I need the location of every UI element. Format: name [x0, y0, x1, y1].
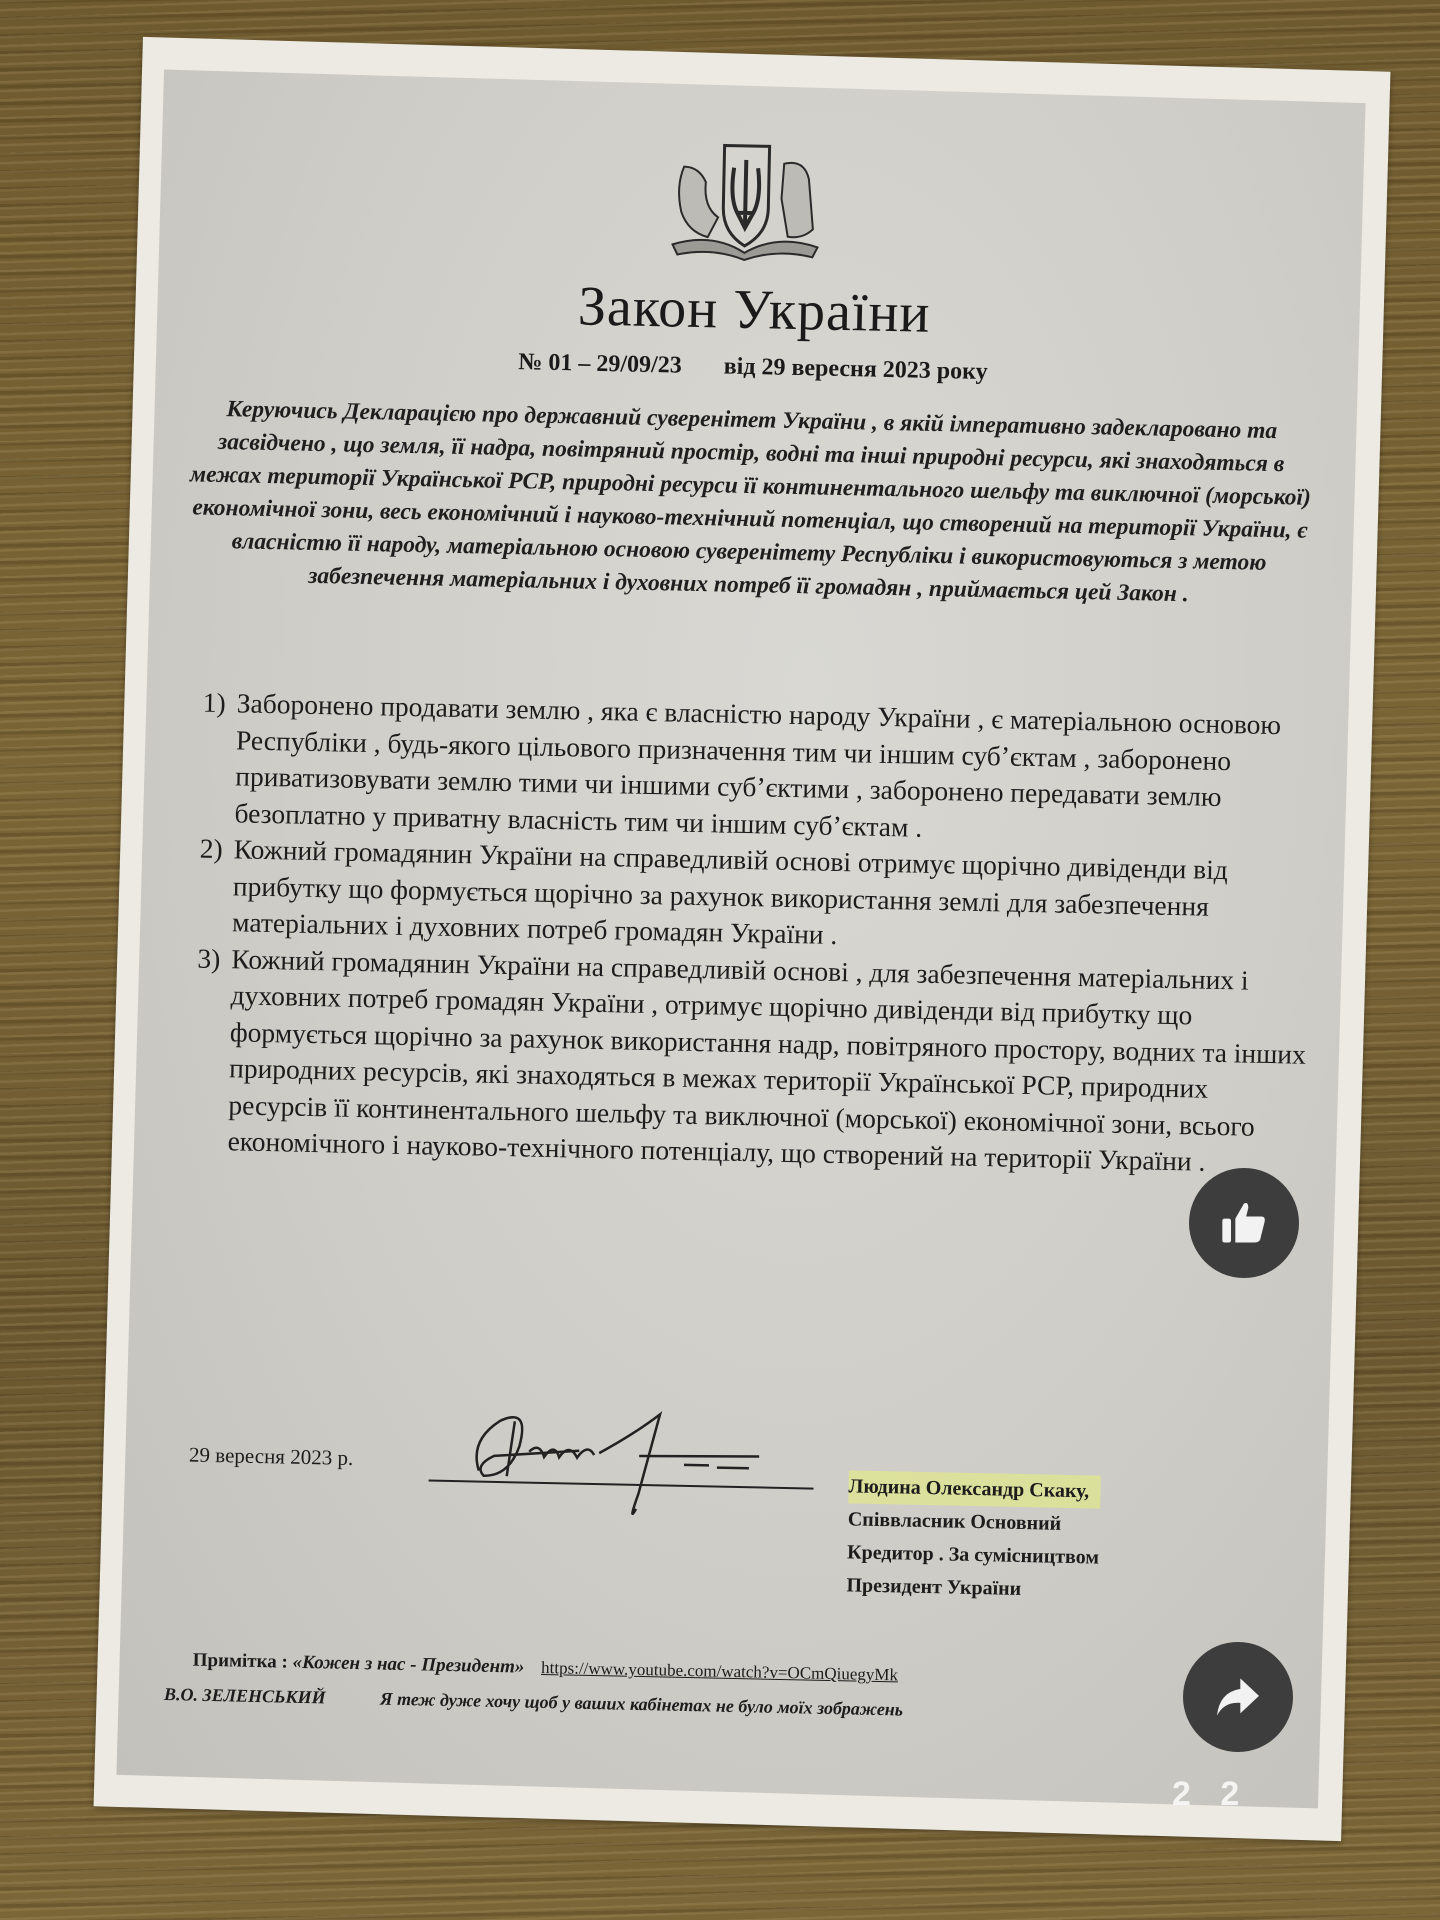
- clause-number: 2): [199, 832, 224, 865]
- youtube-link[interactable]: https://www.youtube.com/watch?v=OCmQiuegyMk: [540, 1657, 899, 1685]
- clause-number: 3): [197, 942, 221, 974]
- share-arrow-icon: [1210, 1669, 1266, 1725]
- coat-of-arms-icon: [652, 136, 840, 265]
- share-button[interactable]: [1183, 1642, 1293, 1752]
- like-button[interactable]: [1189, 1168, 1299, 1278]
- document-title: Закон України: [577, 275, 932, 345]
- signer-line: Президент України: [846, 1574, 1022, 1600]
- signature-date: 29 вересня 2023 р.: [188, 1442, 354, 1470]
- signer-line: Співвласник Основний: [847, 1508, 1062, 1535]
- preamble: Керуючись Декларацією про державний суверенітет України , в якій імперативно задекларовано та засвідчено , що земля, її надра, повітряний простір, водні та інші природні ресурси, які знаходяться в межах території Української РСР, природні ресурси її континентального шельфу та виключної (морської) економічної зони, весь економічний і науково-технічний потенціал, що створений на території України, є власністю її народу, матеріальною основою суверенітету Республіки і використовуються з метою забезпечення матеріальних і духовних потреб її громадян , приймається цей Закон .: [189, 396, 1312, 608]
- clause-list: [193, 685, 1317, 1183]
- quote-text: Я теж дуже хочу щоб у ваших кабінетах не було моїх зображень: [379, 1688, 904, 1720]
- note-quote: «Кожен з нас - Президент»: [292, 1651, 525, 1678]
- law-date: від 29 вересня 2023 року: [723, 353, 988, 386]
- paper-sheet: [94, 37, 1391, 1841]
- thumbs-up-icon: [1218, 1197, 1270, 1249]
- quote-author: В.О. ЗЕЛЕНСЬКИЙ: [163, 1684, 326, 1708]
- document-content: [122, 74, 1359, 1805]
- page-indicator: 2 2: [1172, 1775, 1250, 1813]
- signer-line: Кредитор . За сумісництвом: [846, 1541, 1100, 1569]
- printed-area: [116, 70, 1365, 1809]
- handwritten-signature-icon: [458, 1390, 781, 1527]
- clause-text: Заборонено продавати землю , яка є власністю народу України , є матеріальною основою Республіки , будь-якого цільового призначення тим чи іншим суб’єктам , заборонено приватизовувати землю тими чи іншими суб’єктими , заборонено передавати землю безоплатно у приватну власність тим чи іншим суб’єктам .: [234, 687, 1282, 843]
- clause-item: [193, 940, 1311, 1182]
- clause-number: 1): [202, 686, 227, 719]
- clause-item: [200, 685, 1317, 854]
- note-label: Примітка :: [192, 1649, 289, 1673]
- signer-block: [846, 1470, 1101, 1607]
- law-number: № 01 – 29/09/23: [518, 349, 683, 379]
- signer-line: Людина Олександр Скаку,: [848, 1470, 1100, 1508]
- clause-text: Кожний громадянин України на справедливій основі , для забезпечення матеріальних і духовних потреб громадян України , отримує щорічно дивіденди від прибутку що формується щорічно за рахунок використання надр, повітряного простору, водних та інших природних ресурсів, які знаходяться в межах території Української РСР, природних ресурсів її континентального шельфу та виключної (морської) економічної зони, всього економічного і науково-технічного потенціалу, що створений на території України .: [227, 942, 1307, 1177]
- clause-text: Кожний громадянин України на справедливій основі отримує щорічно дивіденди від прибутку що формується щорічно за рахунок використання землі для забезпечення матеріальних і духовних потреб громадян України .: [231, 833, 1229, 950]
